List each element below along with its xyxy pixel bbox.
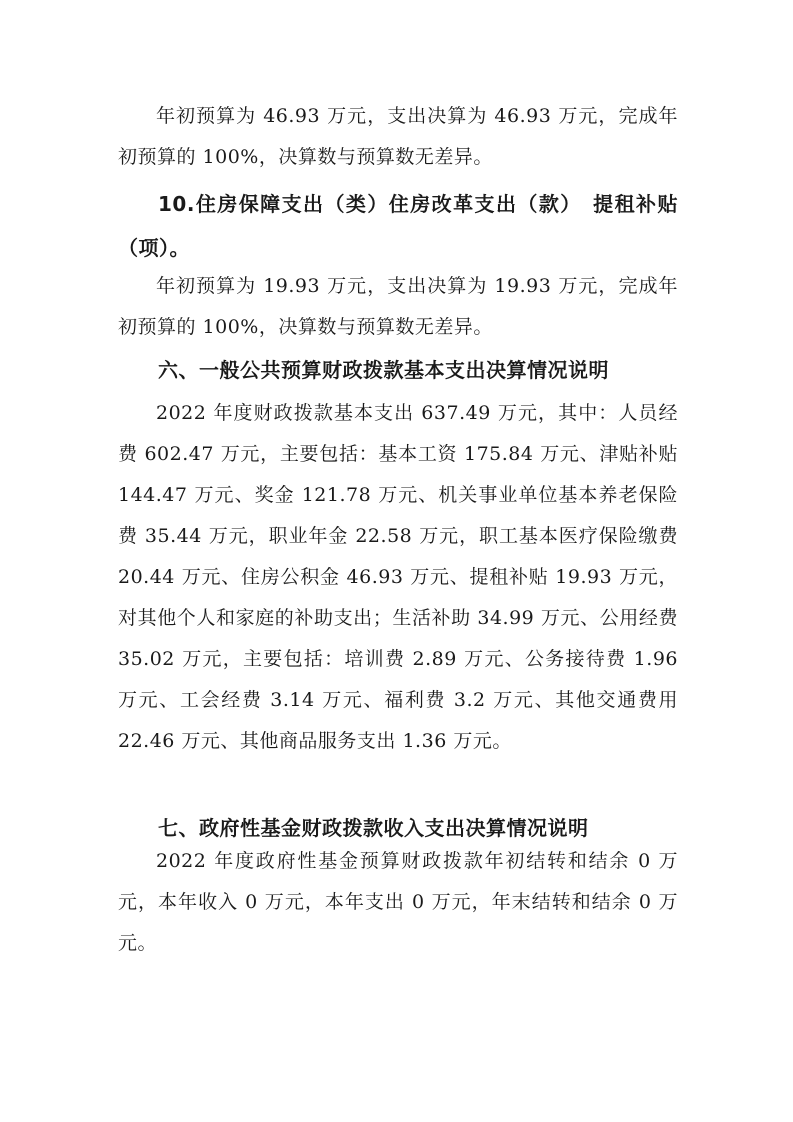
heading-section-seven: 七、政府性基金财政拨款收入支出决算情况说明 bbox=[158, 816, 589, 840]
paragraph-budget-completion-housing-fund: 年初预算为 46.93 万元，支出决算为 46.93 万元，完成年初预算的 100%，决算数与预算数无差异。 bbox=[118, 105, 678, 168]
heading-section-six: 六、一般公共预算财政拨款基本支出决算情况说明 bbox=[158, 358, 609, 382]
paragraph-government-fund-details: 2022 年度政府性基金预算财政拨款年初结转和结余 0 万元，本年收入 0 万元，本年支出 0 万元，年末结转和结余 0 万元。 bbox=[118, 850, 678, 954]
paragraph-basic-expenditure-details: 2022 年度财政拨款基本支出 637.49 万元，其中：人员经费 602.47 万元，主要包括：基本工资 175.84 万元、津贴补贴 144.47 万元、奖金 121.78 万元、机关事业单位基本养老保险费 35.44 万元，职业年金 22.58 万元，职工基本医疗保险缴费 20.44 万元、住房公积金 46.93 万元、提租补贴 19.93 万元，对其他个人和家庭的补助支出；生活补助 34.99 万元、公用经费 35.02 万元，主要包括：培训费 2.89 万元、公务接待费 1.96 万元、工会经费 3.14 万元、福利费 3.2 万元、其他交通费用 22.46 万元、其他商品服务支出 1.36 万元。 bbox=[118, 402, 678, 752]
heading-housing-rent-subsidy: 10.住房保障支出（类）住房改革支出（款） 提租补贴（项）。 bbox=[118, 192, 678, 260]
paragraph-budget-completion-rent-subsidy: 年初预算为 19.93 万元，支出决算为 19.93 万元，完成年初预算的 100%，决算数与预算数无差异。 bbox=[118, 275, 678, 338]
